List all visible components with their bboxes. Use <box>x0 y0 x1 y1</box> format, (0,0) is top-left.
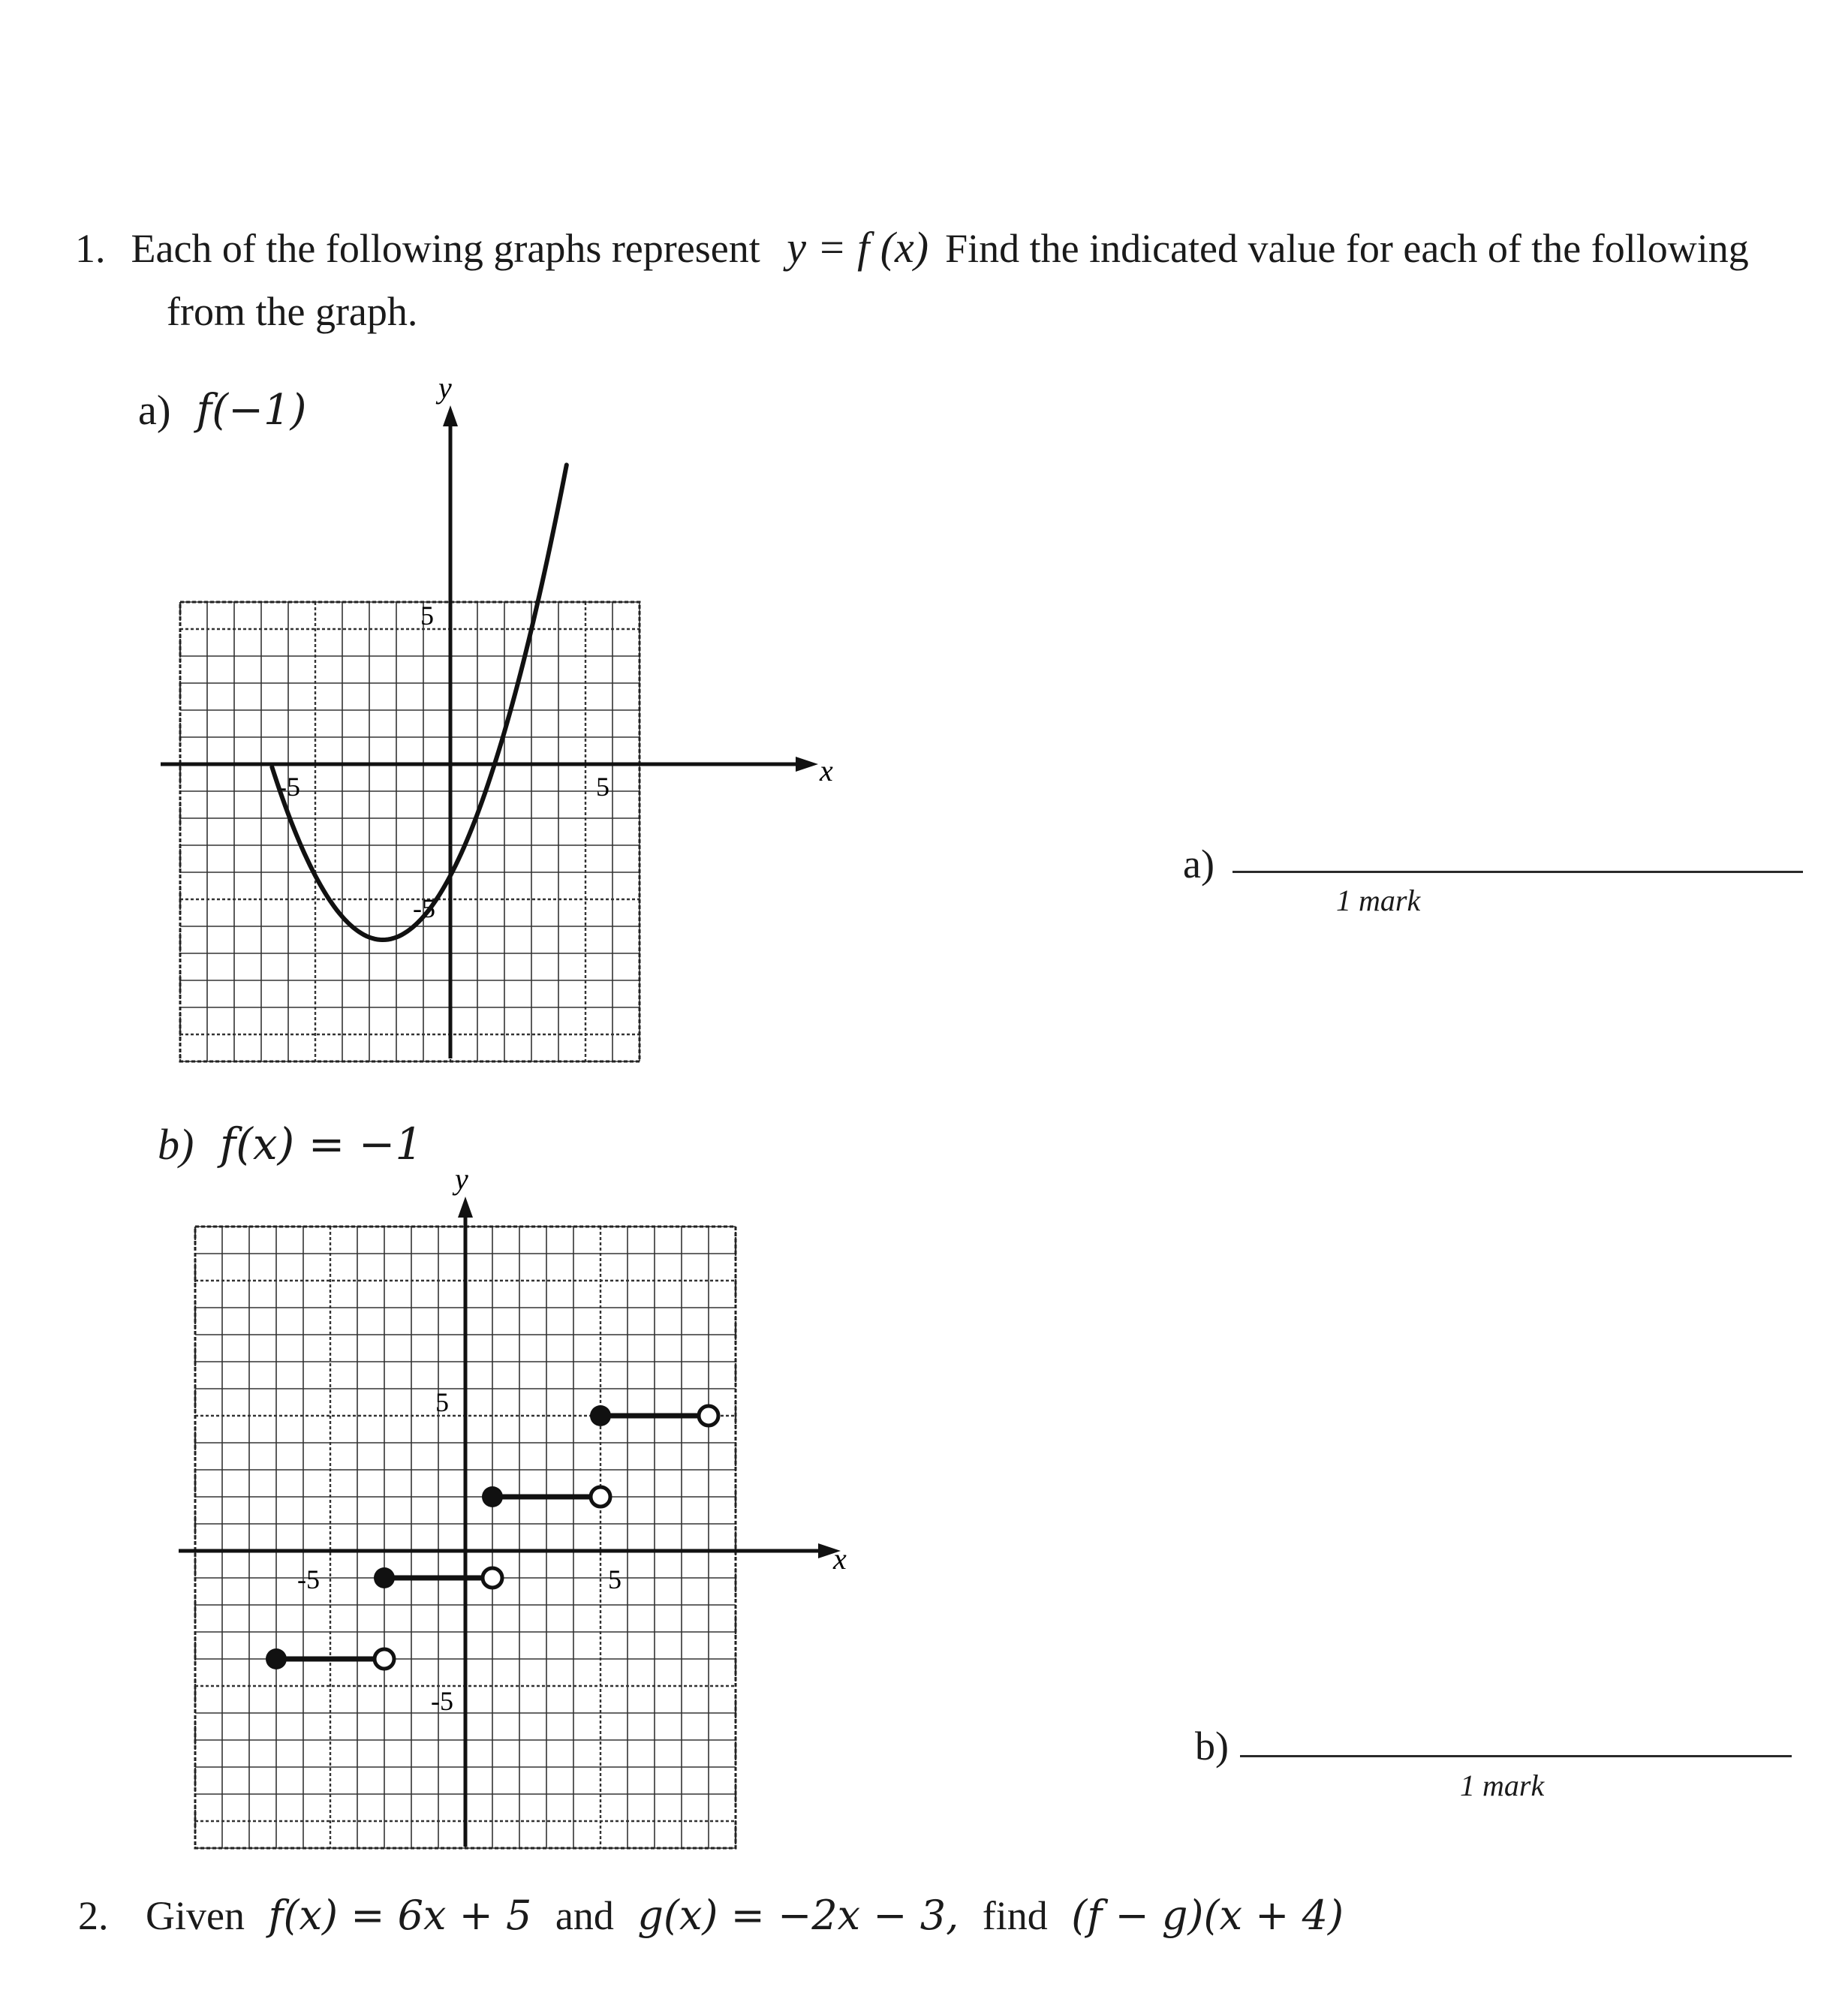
part-a-expression: f(−1) <box>196 386 307 435</box>
question-2-g-definition: g(x) = −2x − 3, <box>637 1892 959 1939</box>
answer-b-marks: 1 mark <box>1460 1769 1545 1802</box>
graph-b-open-endpoint <box>483 1568 502 1588</box>
answer-a-line[interactable] <box>1233 871 1803 873</box>
graph-b-closed-endpoint <box>374 1567 395 1588</box>
question-2-f-definition: f(x) = 6x + 5 <box>268 1892 532 1939</box>
graph-b-tick-y-neg: -5 <box>431 1686 453 1716</box>
graph-b-closed-endpoint <box>482 1486 503 1507</box>
question-2 <box>78 1892 1344 1939</box>
answer-b-label: b) <box>1195 1724 1229 1769</box>
question-2-number: 2. <box>78 1893 109 1938</box>
graph-a <box>143 371 848 1081</box>
question-1-text-before: Each of the following graphs represent <box>131 226 760 271</box>
question-2-and: and <box>555 1893 614 1938</box>
graph-a-x-arrowhead <box>796 757 818 772</box>
graph-a-grid-border <box>180 602 640 1061</box>
part-a-label: a) <box>138 387 171 434</box>
answer-a-label: a) <box>1183 841 1214 887</box>
graph-a-x-axis-label: x <box>820 754 833 787</box>
graph-b-y-axis-label: y <box>455 1162 468 1196</box>
graph-b-open-endpoint <box>591 1487 610 1507</box>
graph-a-y-arrowhead <box>443 405 458 426</box>
question-1-text-after: Find the indicated value for each of the following <box>945 226 1749 271</box>
graph-b-open-endpoint <box>375 1649 394 1669</box>
answer-b-line[interactable] <box>1240 1755 1792 1757</box>
graph-a-y-axis-label: y <box>438 371 452 405</box>
graph-a-tick-x-neg: -5 <box>278 772 300 802</box>
graph-a-curve <box>272 465 566 940</box>
graph-b-closed-endpoint <box>266 1648 287 1669</box>
question-1-number: 1. <box>75 226 106 271</box>
graph-b <box>158 1162 878 1862</box>
part-b-label: b) <box>158 1120 194 1169</box>
part-b-prompt <box>158 1118 423 1170</box>
graph-a-tick-x-pos: 5 <box>596 772 609 802</box>
graph-a-tick-y-neg: -5 <box>413 893 435 923</box>
graph-b-y-arrowhead <box>458 1197 473 1218</box>
question-1-equation: y = f (x) <box>787 223 929 272</box>
question-2-given: Given <box>146 1893 245 1938</box>
graph-a-grid <box>180 602 640 1061</box>
question-2-target: (f − g)(x + 4) <box>1071 1892 1344 1939</box>
graph-b-tick-x-neg: -5 <box>297 1564 320 1594</box>
graph-b-tick-x-pos: 5 <box>608 1564 622 1594</box>
graph-b-x-axis-label: x <box>833 1542 847 1576</box>
question-2-find: find <box>982 1893 1048 1938</box>
question-1-line-2: from the graph. <box>167 289 418 334</box>
part-b-expression: f(x) = −1 <box>219 1118 423 1170</box>
question-1-line-1 <box>75 222 1749 272</box>
graph-b-tick-y-pos: 5 <box>435 1387 449 1417</box>
graph-b-open-endpoint <box>699 1406 718 1426</box>
graph-b-closed-endpoint <box>590 1405 611 1426</box>
graph-a-tick-y-pos: 5 <box>420 601 434 631</box>
answer-a-marks: 1 mark <box>1336 884 1421 917</box>
